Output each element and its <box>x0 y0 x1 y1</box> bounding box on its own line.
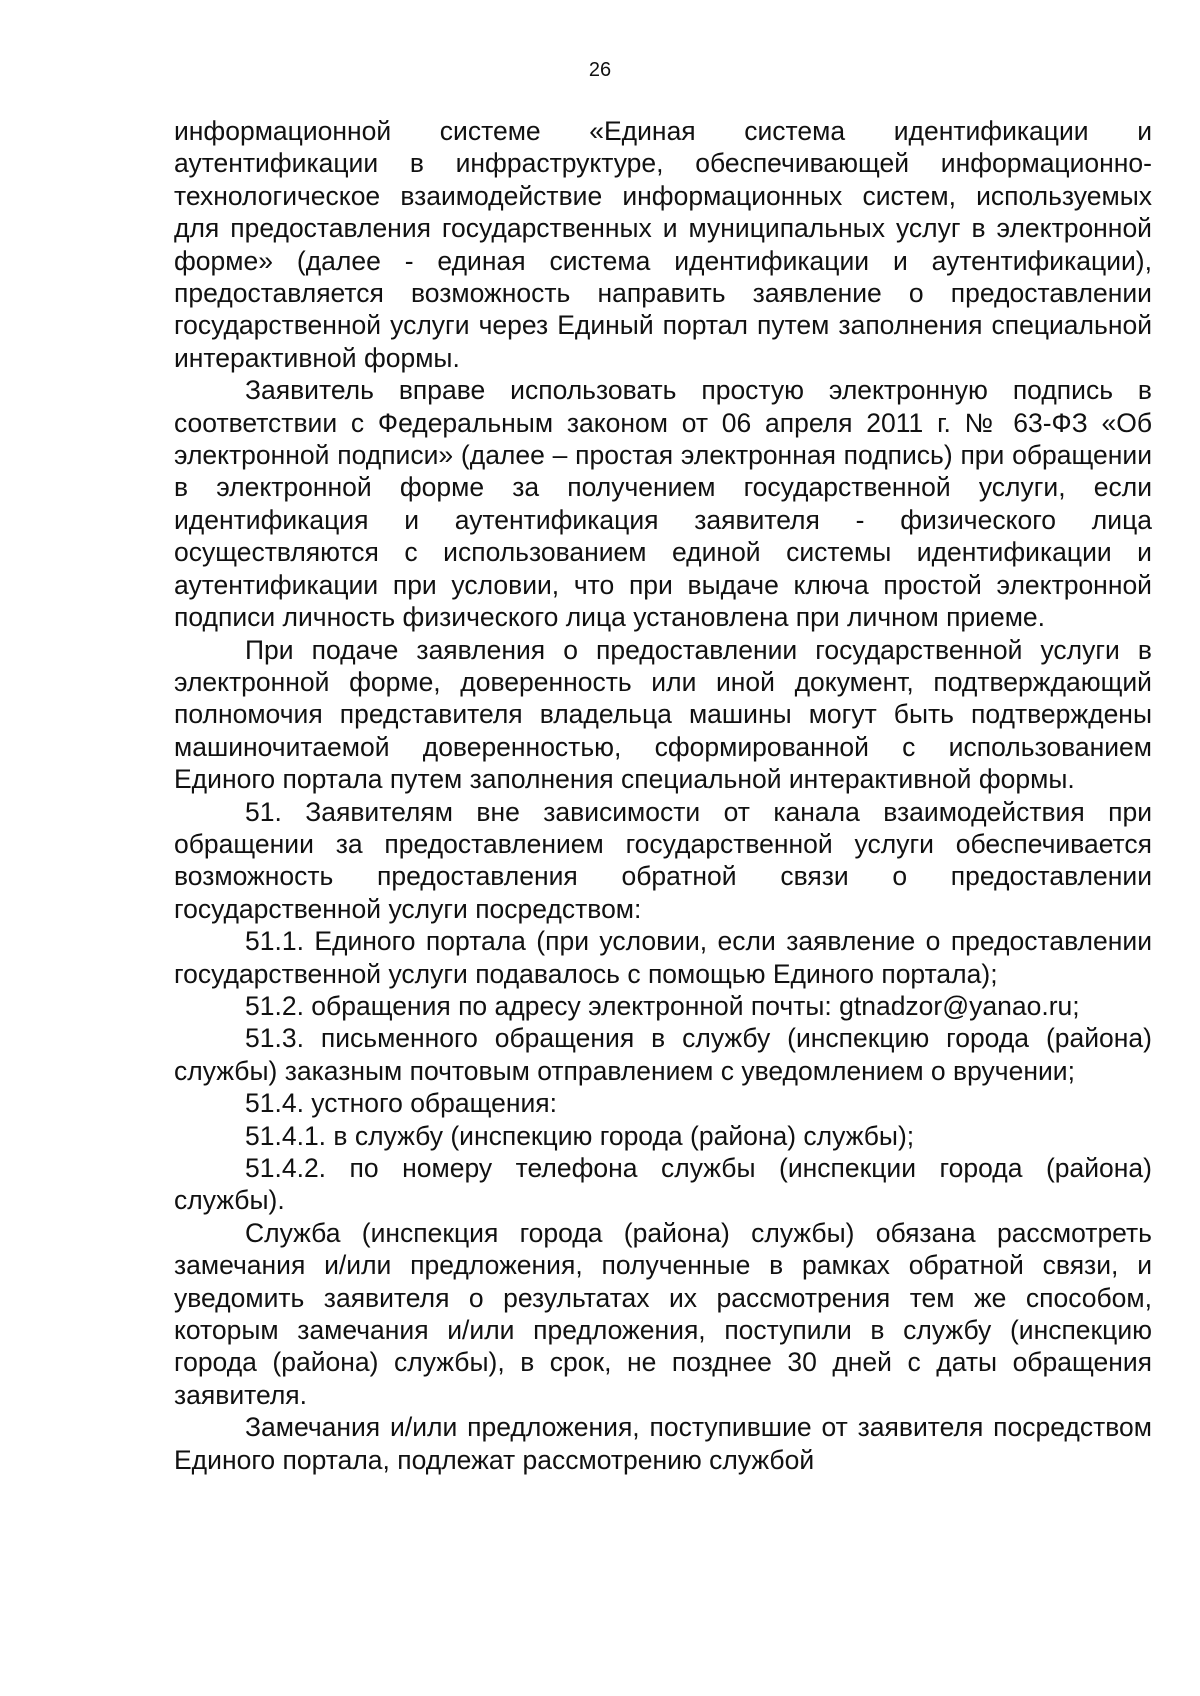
paragraph-51-1: 51.1. Единого портала (при условии, если заявление о предоставлении государственной услуги подавалось с помощью Единого портала); <box>174 926 1152 989</box>
paragraph-51-3: 51.3. письменного обращения в службу (инспекцию города (района) службы) заказным почтовым отправлением с уведомлением о вручении; <box>174 1023 1152 1086</box>
paragraph-simple-signature: Заявитель вправе использовать простую электронную подпись в соответствии с Федеральным законом от 06 апреля 2011 г. № 63-ФЗ «Об электронной подписи» (далее – простая электронная подпись) при обращении в электронной форме за получением государственной услуги, если идентификация и аутентификация заявителя - физического лица осуществляются с использованием единой системы идентификации и аутентификации при условии, что при выдаче ключа простой электронной подписи личность физического лица установлена при личном приеме. <box>174 375 1152 633</box>
paragraph-51: 51. Заявителям вне зависимости от канала взаимодействия при обращении за предоставлением государственной услуги обеспечивается возможность предоставления обратной связи о предоставлении государственной услуги посредством: <box>174 796 1152 924</box>
page-number: 26 <box>588 59 612 81</box>
paragraph-feedback-review: Служба (инспекция города (района) службы) обязана рассмотреть замечания и/или предложения, полученные в рамках обратной связи, и уведомить заявителя о результатах их рассмотрения тем же способом, которым замечания и/или предложения, поступили в службу (инспекцию города (района) службы), в срок, не позднее 30 дней с даты обращения заявителя. <box>174 1217 1152 1410</box>
paragraph-51-4: 51.4. устного обращения: <box>245 1088 557 1119</box>
paragraph-continuation: информационной системе «Единая система идентификации и аутентификации в инфраструктуре, обеспечивающей информационно-технологическое взаимодействие информационных систем, используемых для предоставления государственных и муниципальных услуг в электронной форме» (далее - единая система идентификации и аутентификации), предоставляется возможность направить заявление о предоставлении государственной услуги через Единый портал путем заполнения специальной интерактивной формы. <box>174 116 1152 373</box>
paragraph-portal-remarks: Замечания и/или предложения, поступившие от заявителя посредством Единого портала, подлежат рассмотрению службой <box>174 1412 1152 1475</box>
paragraph-51-2: 51.2. обращения по адресу электронной почты: gtnadzor@yanao.ru; <box>245 990 1080 1021</box>
paragraph-51-4-2: 51.4.2. по номеру телефона службы (инспекции города (района) службы). <box>174 1153 1152 1216</box>
document-body <box>174 115 1152 1476</box>
paragraph-51-4-1: 51.4.1. в службу (инспекцию города (района) службы); <box>245 1120 915 1151</box>
paragraph-power-of-attorney: При подаче заявления о предоставлении государственной услуги в электронной форме, доверенность или иной документ, подтверждающий полномочия представителя владельца машины могут быть подтверждены машиночитаемой доверенностью, сформированной с использованием Единого портала путем заполнения специальной интерактивной формы. <box>174 634 1152 795</box>
